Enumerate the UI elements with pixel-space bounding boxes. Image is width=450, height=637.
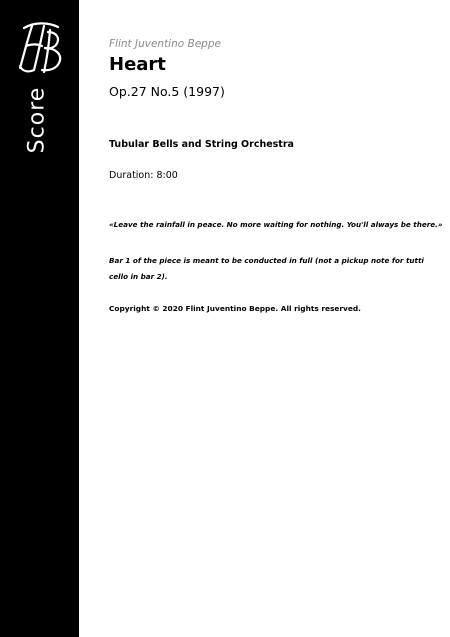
composer-name: Flint Juventino Beppe [109, 38, 221, 50]
piece-title: Heart [109, 54, 166, 75]
score-label: Score [24, 86, 50, 154]
performance-note: Bar 1 of the piece is meant to be conducted in full (not a pickup note for tutti cello in bar 2). [109, 256, 424, 281]
duration: Duration: 8:00 [109, 170, 178, 181]
opus-number: Op.27 No.5 (1997) [109, 84, 225, 99]
sidebar-band [0, 0, 79, 637]
copyright-notice: Copyright © 2020 Flint Juventino Beppe. All rights reserved. [109, 304, 361, 313]
instrumentation: Tubular Bells and String Orchestra [109, 139, 294, 150]
fjb-monogram-logo [14, 18, 66, 76]
epigraph-quote: «Leave the rainfall in peace. No more waiting for nothing. You'll always be there.» [109, 220, 443, 229]
